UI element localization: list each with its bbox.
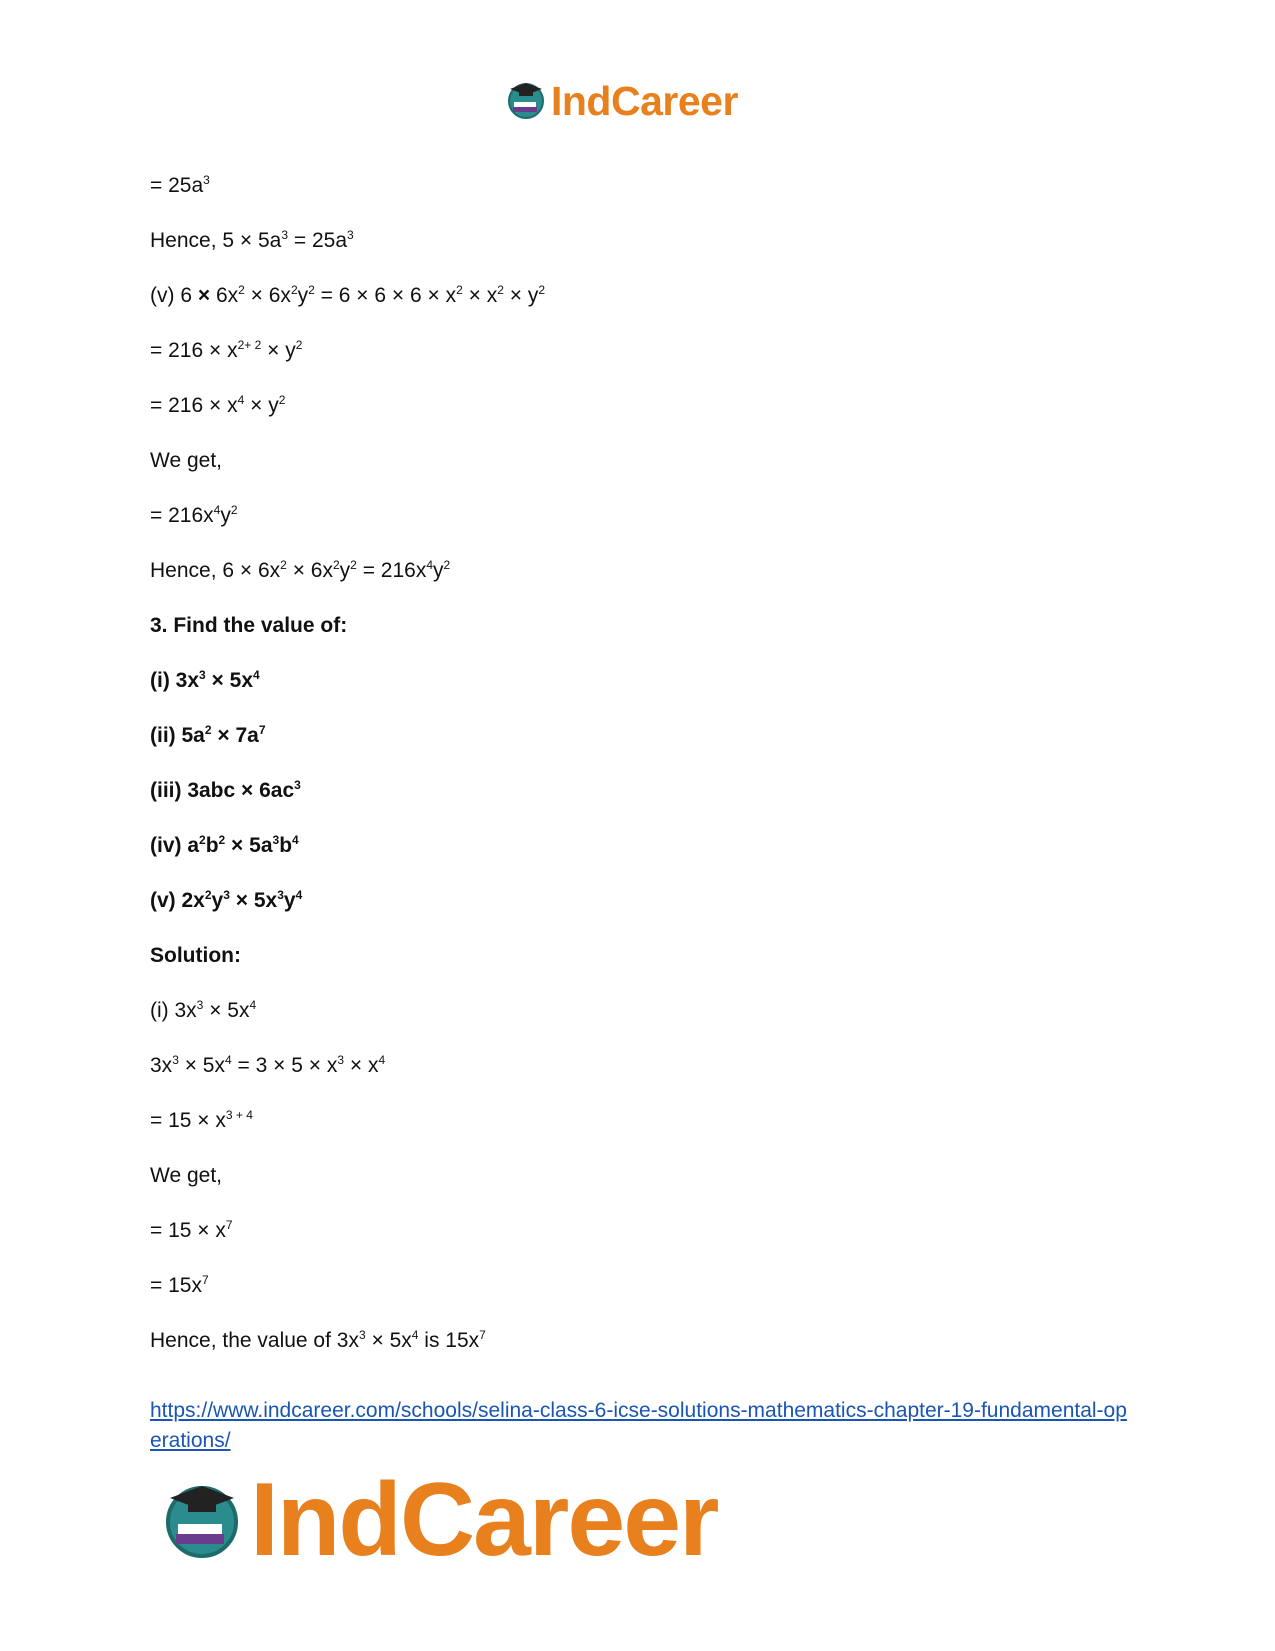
text-line: (v) $2x^2y^3 \times 5x^3y^4$ xyxy=(150,888,303,912)
text-line: Solution: xyxy=(150,944,241,967)
text-line: = $15x^7$ xyxy=(150,1273,209,1297)
text-line: 3. Find the value of: xyxy=(150,614,348,637)
text-line: = $15 \times x^{3 + 4}$ xyxy=(150,1108,253,1132)
text-line: (iii) $3abc \times 6ac^3$ xyxy=(150,778,301,802)
text-line: (iv) $a^2b^2 \times 5a^3b^4$ xyxy=(150,833,299,857)
document-body xyxy=(150,172,1130,1382)
header-logo xyxy=(505,78,738,125)
text-line: $3x^3 \times 5x^4 = 3 \times 5 \times x^3 \times x^4$ xyxy=(150,1053,386,1077)
source-link[interactable]: https://www.indcareer.com/schools/selina-class-6-icse-solutions-mathematics-chapter-19-fundamental-operations/ xyxy=(150,1399,1127,1452)
text-line: = $216 \times x^{2+ 2} \times y^2$ xyxy=(150,338,303,362)
logo-text: IndCareer xyxy=(551,78,738,124)
text-line: Hence, $6 \times 6x^2 \times 6x^2y^2 = 216x^4y^2$ xyxy=(150,558,451,582)
text-line: (ii) $5a^2 \times 7a^7$ xyxy=(150,723,266,747)
text-line: We get, xyxy=(150,449,222,472)
text-line: (i) $3x^3 \times 5x^4$ xyxy=(150,998,257,1022)
text-line: Hence, $5 \times 5a^3 = 25a^3$ xyxy=(150,228,354,252)
text-line: = $15 \times x^7$ xyxy=(150,1218,233,1242)
text-line: (v) $6 \times 6x^2 \times 6x^2y^2 = 6 \times 6 \times 6 \times x^2 \times x^2 \times y^2$ xyxy=(150,283,546,307)
logo-mark-icon xyxy=(505,78,547,125)
text-line: = $25a^3$ xyxy=(150,173,210,197)
footer-logo xyxy=(160,1462,718,1578)
text-line: We get, xyxy=(150,1164,222,1187)
logo-text: IndCareer xyxy=(250,1462,718,1578)
text-line: (i) $3x^3 \times 5x^4$ xyxy=(150,668,260,692)
text-line: = $216 \times x^4 \times y^2$ xyxy=(150,393,286,417)
text-line: Hence, the value of $3x^3 \times 5x^4$ is $15x^7$ xyxy=(150,1328,486,1352)
logo-mark-icon xyxy=(160,1476,244,1565)
text-line: = $216x^4y^2$ xyxy=(150,503,238,527)
